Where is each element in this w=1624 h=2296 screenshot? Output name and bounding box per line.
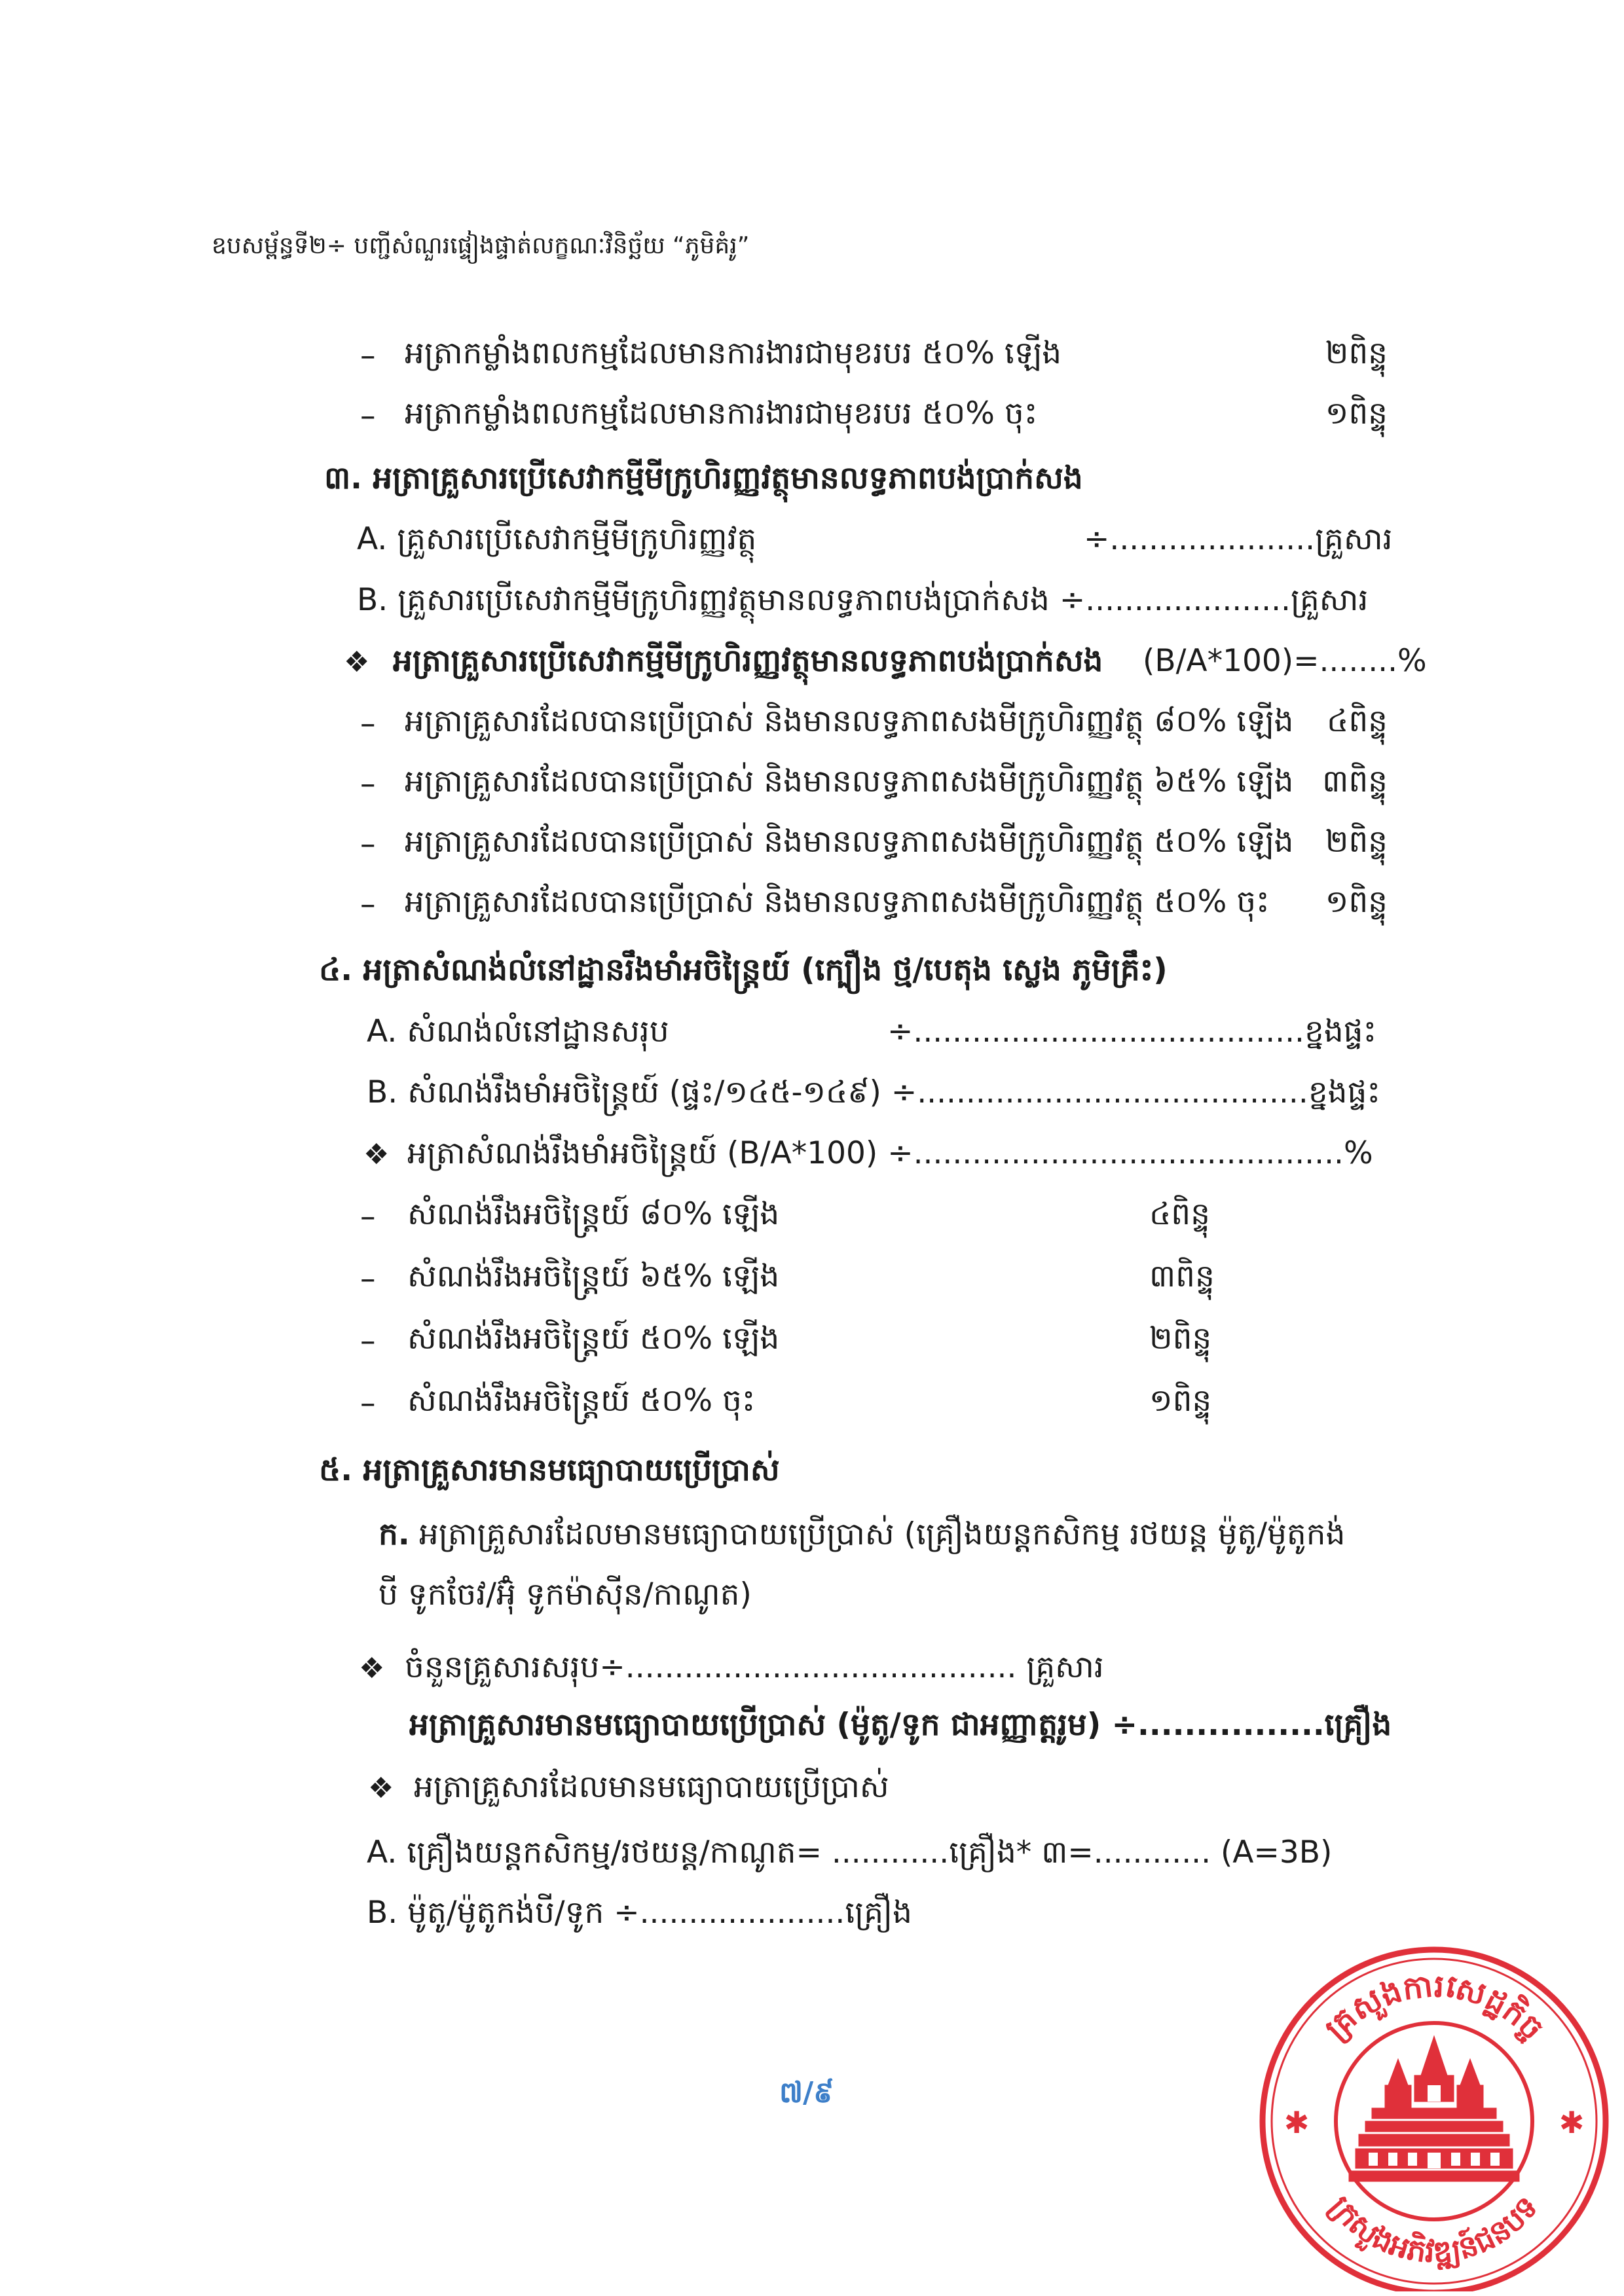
line-b: B. ម៉ូតូ/ម៉ូតូកង់បី/ទូក ÷.....................គ្រឿង [367,1895,912,1931]
line-a: A. សំណង់លំនៅដ្ឋានសរុប [367,1013,669,1049]
dash-bullet: – [360,826,376,862]
formula-line: អត្រាសំណង់រឹងមាំអចិន្ត្រៃយ៍ (B/A*100) ÷............................................% [407,1135,1373,1171]
section-title: ៥. អត្រាគ្រួសារមានមធ្យោបាយប្រើប្រាស់ [319,1452,780,1488]
dash-bullet: – [360,886,376,922]
stamp-star-right-icon: ✱ [1559,2105,1585,2140]
line-a-fill: ÷.....................គ្រួសារ [1084,521,1393,557]
criteria-points: ២ពិន្ទុ [1325,335,1388,371]
page-number: ៧/៩ [779,2076,834,2109]
stamp-top-text: គ្រសួងការសេដ្ឋកិច្ច [1318,1967,1551,2047]
angkor-temple-icon [1349,2036,1519,2181]
diamond-bullet-icon: ❖ [363,1138,390,1171]
dash-bullet: – [360,1261,376,1297]
dash-bullet: – [360,398,376,434]
dash-bullet: – [360,1385,376,1421]
dash-bullet: – [360,1323,376,1359]
formula-label: អត្រាគ្រួសារប្រើសេវាកម្មីមីក្រូហិរញ្ញវត្ថុមានលទ្ធភាពបង់ប្រាក់សង [393,643,1103,679]
dash-bullet: – [360,706,376,742]
section-title: ៣. អត្រាគ្រួសារប្រើសេវាកម្មីមីក្រូហិរញ្ញវត្ថុមានលទ្ធភាពបង់ប្រាក់សង [324,460,1083,496]
document-header: ឧបសម្ព័ន្ធទី២÷ បញ្ជីសំណួរផ្ទៀងផ្ទាត់លក្ខណៈវិនិច្ឆ័យ “ភូមិគំរូ” [212,232,750,259]
criteria-points: ២ពិន្ទុ [1325,824,1388,860]
dash-bullet: – [360,766,376,802]
criteria-points: ៣ពិន្ទុ [1149,1258,1215,1294]
dash-bullet: – [360,338,376,374]
criteria-points: ១ពិន្ទុ [1325,884,1388,920]
criteria-points: ៤ពិន្ទុ [1327,703,1388,739]
section-title: ៤. អត្រាសំណង់លំនៅដ្ឋានរឹងមាំអចិន្ត្រៃយ៍ (ក្បឿង ថ្ម/បេតុង ស្លេង ភូមិគ្រឹះ) [319,952,1168,988]
criteria-item: សំណង់រឹងអចិន្ត្រៃយ៍ ៨០% ឡើង [407,1196,780,1232]
criteria-points: ៤ពិន្ទុ [1149,1196,1210,1232]
criteria-item: អត្រាគ្រួសារដែលបានប្រើប្រាស់ និងមានលទ្ធភាពសងមីក្រូហិរញ្ញវត្ថុ ៥០% ចុះ [405,884,1270,920]
diamond-bullet-icon: ❖ [368,1772,394,1805]
criteria-item: អត្រាគ្រួសារដែលបានប្រើប្រាស់ និងមានលទ្ធភាពសងមីក្រូហិរញ្ញវត្ថុ ៨០% ឡើង [405,703,1294,739]
sub-text: អត្រាគ្រួសារដែលមានមធ្យោបាយប្រើប្រាស់ (គ្រឿងយន្តកសិកម្ម រថយន្ត ម៉ូតូ/ម៉ូតូកង់ [419,1516,1346,1552]
criteria-points: ១ពិន្ទុ [1325,395,1388,431]
rate-line: អត្រាគ្រួសារដែលមានមធ្យោបាយប្រើប្រាស់ [414,1769,889,1805]
diamond-bullet-icon: ❖ [359,1652,385,1685]
diamond-bullet-icon: ❖ [344,646,370,679]
line-a: A. គ្រឿងយន្តកសិកម្ម/រថយន្ត/កាណូត= ............គ្រឿង* ៣=............ (A=3B) [367,1834,1333,1870]
criteria-item: អត្រាគ្រួសារដែលបានប្រើប្រាស់ និងមានលទ្ធភាពសងមីក្រូហិរញ្ញវត្ថុ ៦៥% ឡើង [405,763,1294,799]
criteria-points: ៣ពិន្ទុ [1322,763,1388,799]
criteria-item: សំណង់រឹងអចិន្ត្រៃយ៍ ៦៥% ឡើង [407,1258,780,1294]
sub-label: ក. [378,1516,410,1552]
total-households-line: ចំនួនគ្រួសារសរុប÷........................................ គ្រួសារ [405,1649,1104,1685]
criteria-item: សំណង់រឹងអចិន្ត្រៃយ៍ ៥០% ឡើង [407,1321,780,1357]
formula-tail: (B/A*100)=........% [1143,643,1427,679]
stamp-star-left-icon: ✱ [1283,2105,1310,2140]
criteria-item: អត្រាកម្លាំងពលកម្មដែលមានការងារជាមុខរបរ ៥០% ចុះ [405,395,1038,431]
official-stamp [1251,1925,1617,2291]
line-b: B. សំណង់រឹងមាំអចិន្ត្រៃយ៍ (ផ្ទះ/១៤៥-១៤៩) ÷........................................ខ្នងផ្ទះ [367,1074,1380,1110]
line-a-fill: ÷........................................ខ្នងផ្ទះ [887,1013,1377,1049]
criteria-item: អត្រាកម្លាំងពលកម្មដែលមានការងារជាមុខរបរ ៥០% ឡើង [405,335,1062,371]
line-a: A. គ្រួសារប្រើសេវាកម្មីមីក្រូហិរញ្ញវត្ថុ [357,521,757,557]
vehicle-rate-line: អត្រាគ្រួសារមានមធ្យោបាយប្រើប្រាស់ (ម៉ូតូ/ទូក ជាអញ្ញាត្តរូម) ÷................គ្រឿង [409,1707,1392,1743]
criteria-points: ២ពិន្ទុ [1149,1321,1212,1357]
line-b: B. គ្រួសារប្រើសេវាកម្មីមីក្រូហិរញ្ញវត្ថុមានលទ្ធភាពបង់ប្រាក់សង ÷.....................គ្រួសារ [357,582,1369,618]
stamp-bottom-text: ក្រសួងអភិវឌ្ឍន៍ជនបទ [1322,2189,1545,2270]
criteria-item: អត្រាគ្រួសារដែលបានប្រើប្រាស់ និងមានលទ្ធភាពសងមីក្រូហិរញ្ញវត្ថុ ៥០% ឡើង [405,824,1294,860]
dash-bullet: – [360,1199,376,1235]
criteria-item: សំណង់រឹងអចិន្ត្រៃយ៍ ៥០% ចុះ [407,1383,756,1419]
criteria-points: ១ពិន្ទុ [1149,1383,1212,1419]
sub-text-continued: បី ទូកចែវ/អ៊ុំ ទូកម៉ាស៊ីន/កាណូត) [378,1576,752,1613]
